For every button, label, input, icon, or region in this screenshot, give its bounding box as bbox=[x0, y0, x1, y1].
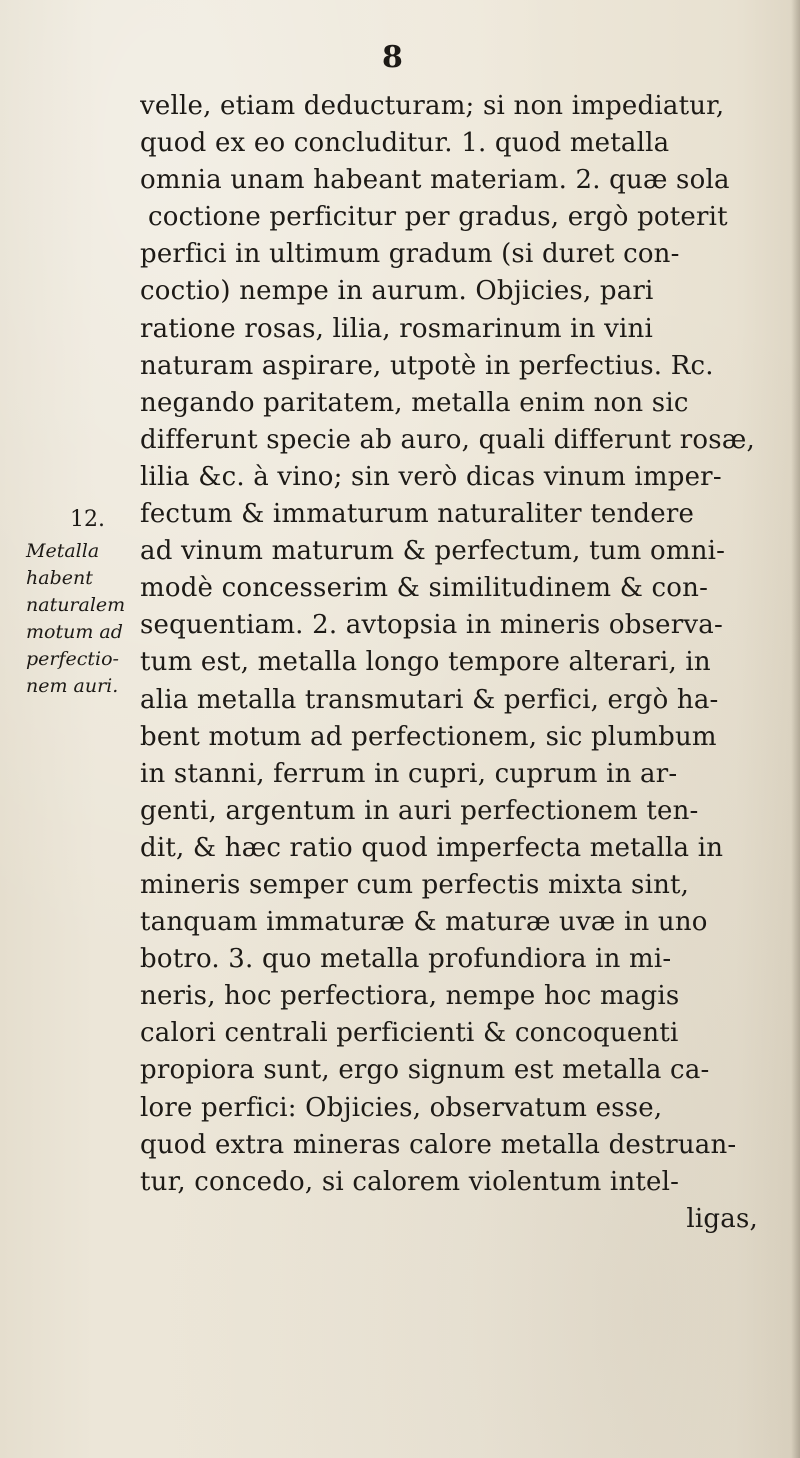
text-line: tum est, metalla longo tempore alterari, in bbox=[140, 647, 711, 678]
text-line: negando paritatem, metalla enim non sic bbox=[140, 387, 689, 418]
text-line: quod extra mineras calore metalla destruan- bbox=[140, 1129, 737, 1160]
text-line: in stanni, ferrum in cupri, cuprum in ar- bbox=[140, 758, 678, 789]
text-line: differunt specie ab auro, quali differunt rosæ, bbox=[140, 424, 755, 455]
text-line: ad vinum maturum & perfectum, tum omni- bbox=[140, 536, 726, 567]
margin-note-line: Metalla bbox=[26, 540, 100, 562]
text-line: mineris semper cum perfectis mixta sint, bbox=[140, 869, 690, 900]
text-line: lore perfici: Objicies, observatum esse, bbox=[140, 1092, 663, 1123]
text-line: genti, argentum in auri perfectionem ten- bbox=[140, 795, 699, 826]
paragraph-number: 12. bbox=[70, 507, 105, 532]
margin-note-line: naturalem bbox=[26, 594, 126, 616]
page-edge-shadow bbox=[791, 0, 800, 1458]
text-line: sequentiam. 2. avtopsia in mineris observa- bbox=[140, 610, 723, 641]
text-line: tur, concedo, si calorem violentum intel- bbox=[140, 1166, 680, 1197]
margin-note-line: habent bbox=[26, 567, 93, 589]
text-line: naturam aspirare, utpotè in perfectius. Rc. bbox=[140, 350, 714, 381]
text-line: calori centrali perficienti & concoquenti bbox=[140, 1018, 679, 1049]
text-line: botro. 3. quo metalla profundiora in mi- bbox=[140, 944, 672, 975]
text-line: coctione perficitur per gradus, ergò poterit bbox=[148, 202, 728, 233]
text-line: ratione rosas, lilia, rosmarinum in vini bbox=[140, 313, 653, 344]
text-line: ligas, bbox=[686, 1203, 758, 1234]
body-text bbox=[140, 88, 780, 1238]
text-line: alia metalla transmutari & perfici, ergò ha- bbox=[140, 684, 719, 715]
text-line: velle, etiam deducturam; si non impediatur, bbox=[140, 91, 725, 121]
text-line: modè concesserim & similitudinem & con- bbox=[140, 573, 709, 604]
margin-note-line: nem auri. bbox=[26, 675, 119, 697]
margin-note bbox=[26, 538, 125, 700]
text-line: omnia unam habeant materiam. 2. quæ sola bbox=[140, 165, 730, 196]
text-line: quod ex eo concluditur. 1. quod metalla bbox=[140, 128, 670, 159]
text-line: dit, & hæc ratio quod imperfecta metalla in bbox=[140, 832, 724, 863]
text-line: propiora sunt, ergo signum est metalla ca- bbox=[140, 1055, 710, 1086]
text-line: tanquam immaturæ & maturæ uvæ in uno bbox=[140, 907, 708, 938]
text-line: neris, hoc perfectiora, nempe hoc magis bbox=[140, 981, 680, 1012]
text-line: fectum & immaturum naturaliter tendere bbox=[140, 499, 695, 530]
text-line: lilia &c. à vino; sin verò dicas vinum imper- bbox=[140, 461, 722, 492]
text-line: coctio) nempe in aurum. Objicies, pari bbox=[140, 276, 654, 307]
text-line: perfici in ultimum gradum (si duret con- bbox=[140, 239, 680, 270]
margin-note-line: motum ad bbox=[26, 621, 123, 643]
page-number: 8 bbox=[382, 40, 404, 75]
margin-note-line: perfectio- bbox=[26, 648, 119, 670]
text-line: bent motum ad perfectionem, sic plumbum bbox=[140, 721, 717, 752]
